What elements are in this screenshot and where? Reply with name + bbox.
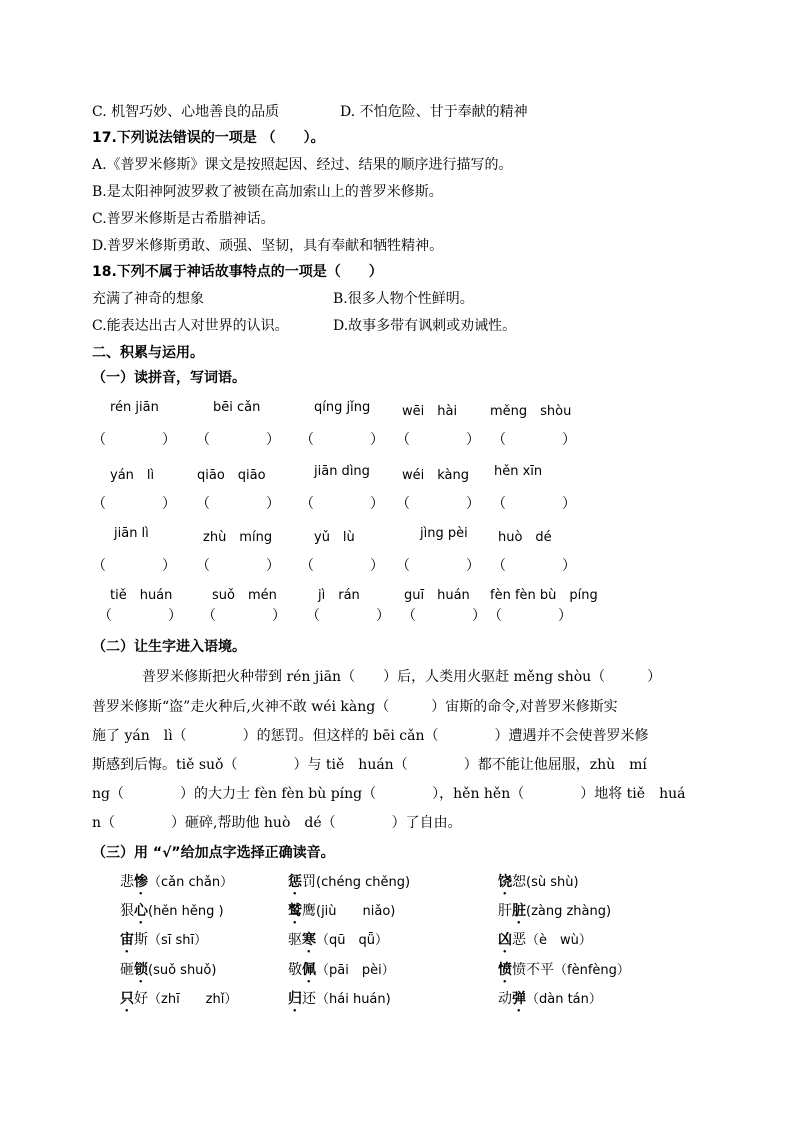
q17-stem: 17.下列说法错误的一项是 （ ）。 <box>92 130 325 146</box>
answer-blank[interactable]: （ ） <box>402 608 486 624</box>
pinyin-item: suǒ mén <box>212 588 277 603</box>
passage-line: n（ ）砸碎,帮助他 huò dé（ ）了自由。 <box>92 815 462 831</box>
pinyin-options[interactable]: （zhī zhǐ） <box>148 992 238 1007</box>
pinyin-item: tiě huán <box>110 588 173 603</box>
pinyin-item: fèn fèn bù píng <box>490 588 598 603</box>
pronunciation-item[interactable] <box>120 872 233 898</box>
q17-option-b: B.是太阳神阿波罗救了被锁在高加索山上的普罗米修斯。 <box>92 184 443 200</box>
dotted-character: 只 <box>120 991 134 1007</box>
pinyin-item: yán lì <box>110 468 155 483</box>
part1-title: （一）读拼音，写词语。 <box>92 370 246 386</box>
word-part: 鹰 <box>302 903 316 919</box>
answer-blank[interactable]: （ ） <box>92 432 176 448</box>
word-part: 好 <box>134 991 148 1007</box>
word-part: 砸 <box>120 962 134 978</box>
pinyin-item: wéi kàng <box>402 468 469 483</box>
pronunciation-item[interactable] <box>498 960 630 986</box>
word-part: 动 <box>498 991 512 1007</box>
pronunciation-item[interactable] <box>498 930 592 956</box>
pronunciation-item[interactable] <box>120 930 207 956</box>
dotted-character: 寒 <box>302 932 316 948</box>
pinyin-options[interactable]: (hěn hěng ) <box>148 904 224 919</box>
passage-line: 斯感到后悔。tiě suǒ（ ）与 tiě huán（ ）都不能让他屈服，zhù mí <box>92 757 647 773</box>
q16-option-d: D. 不怕危险、甘于奉献的精神 <box>340 104 528 120</box>
word-part: 罚 <box>302 874 316 890</box>
q17-option-d: D.普罗米修斯勇敢、顽强、坚韧，具有奉献和牺牲精神。 <box>92 238 444 254</box>
pinyin-item: guī huán <box>404 588 470 603</box>
pronunciation-item[interactable] <box>120 901 224 927</box>
dotted-character: 弹 <box>512 991 526 1007</box>
pinyin-item: qíng jǐng <box>314 400 371 415</box>
pinyin-item: jiān dìng <box>314 464 370 479</box>
answer-blank[interactable]: （ ） <box>300 432 384 448</box>
word-part: 恕 <box>512 874 526 890</box>
answer-blank[interactable]: （ ） <box>196 496 280 512</box>
pinyin-options[interactable]: (zàng zhàng) <box>526 904 612 919</box>
answer-blank[interactable]: （ ） <box>196 432 280 448</box>
pronunciation-item[interactable] <box>120 989 237 1015</box>
pronunciation-item[interactable] <box>288 930 388 956</box>
answer-blank[interactable]: （ ） <box>202 608 286 624</box>
word-part: 斯 <box>134 932 148 948</box>
dotted-character: 凶 <box>498 932 512 948</box>
pronunciation-item[interactable] <box>498 901 611 927</box>
pinyin-item: jiān lì <box>114 526 149 541</box>
pinyin-options[interactable]: （sī shī） <box>148 933 208 948</box>
q18-option-b: B.很多人物个性鲜明。 <box>333 291 474 307</box>
part3-title: （三）用 “√”给加点字选择正确读音。 <box>92 845 335 861</box>
answer-blank[interactable]: （ ） <box>396 432 480 448</box>
word-part: 狠 <box>120 903 134 919</box>
pinyin-item: yǔ lù <box>314 530 355 545</box>
dotted-character: 饶 <box>498 874 512 890</box>
dotted-character: 愤 <box>498 962 512 978</box>
q18-option-d: D.故事多带有讽刺或劝诫性。 <box>333 318 517 334</box>
word-part: 驱 <box>288 932 302 948</box>
pronunciation-item[interactable] <box>120 960 216 986</box>
pinyin-item: hěn xīn <box>494 464 543 479</box>
pronunciation-item[interactable] <box>498 989 602 1015</box>
pinyin-options[interactable]: (suǒ shuǒ) <box>148 963 217 978</box>
q17-option-a: A.《普罗米修斯》课文是按照起因、经过、结果的顺序进行描写的。 <box>92 157 513 173</box>
passage-line: 普罗米修斯把火种带到 rén jiān（ ）后，人类用火驱赶 měng shòu（ ） <box>142 669 662 685</box>
dotted-character: 鹫 <box>288 903 302 919</box>
dotted-character: 惨 <box>134 874 148 890</box>
part2-title: （二）让生字进入语境。 <box>92 639 246 655</box>
passage-line: 普罗米修斯“盗”走火种后,火神不敢 wéi kàng（ ）宙斯的命令,对普罗米修斯实 <box>92 699 618 715</box>
pinyin-item: zhù míng <box>203 530 273 545</box>
pinyin-options[interactable]: （dàn tán） <box>526 992 602 1007</box>
answer-blank[interactable]: （ ） <box>306 608 390 624</box>
pinyin-item: měng shòu <box>490 404 572 419</box>
pinyin-item: qiāo qiāo <box>197 468 266 483</box>
word-part: 悲 <box>120 874 134 890</box>
word-part: 恶 <box>512 932 526 948</box>
answer-blank[interactable]: （ ） <box>92 496 176 512</box>
answer-blank[interactable]: （ ） <box>488 608 572 624</box>
answer-blank[interactable]: （ ） <box>196 558 280 574</box>
answer-blank[interactable]: （ ） <box>396 558 480 574</box>
answer-blank[interactable]: （ ） <box>300 558 384 574</box>
pinyin-options[interactable]: （è wù） <box>526 933 592 948</box>
q16-option-c: C. 机智巧妙、心地善良的品质 <box>92 104 280 120</box>
answer-blank[interactable]: （ ） <box>92 558 176 574</box>
pinyin-options[interactable]: （qū qǖ） <box>316 933 388 948</box>
pinyin-options[interactable]: （hái huán) <box>316 992 391 1007</box>
pinyin-item: rén jiān <box>110 400 159 415</box>
pronunciation-item[interactable] <box>498 872 579 898</box>
word-part: 肝 <box>498 903 512 919</box>
q17-option-c: C.普罗米修斯是古希腊神话。 <box>92 211 275 227</box>
pinyin-options[interactable]: (chéng chěng) <box>316 875 411 890</box>
answer-blank[interactable]: （ ） <box>300 496 384 512</box>
dotted-character: 心 <box>134 903 148 919</box>
pinyin-item: jìng pèi <box>420 526 468 541</box>
pinyin-options[interactable]: (sù shù) <box>526 875 579 890</box>
pinyin-options[interactable]: （fènfèng） <box>554 963 630 978</box>
dotted-character: 脏 <box>512 903 526 919</box>
word-part: 愤不平 <box>512 962 554 978</box>
dotted-character: 宙 <box>120 932 134 948</box>
pinyin-item: huò dé <box>498 530 552 545</box>
dotted-character: 佩 <box>302 962 316 978</box>
q18-option-a: 充满了神奇的想象 <box>92 291 204 307</box>
pronunciation-item[interactable] <box>288 872 410 898</box>
word-part: 敬 <box>288 962 302 978</box>
word-part: 还 <box>302 991 316 1007</box>
pinyin-item: wēi hài <box>402 404 458 419</box>
answer-blank[interactable]: （ ） <box>98 608 182 624</box>
pinyin-options[interactable]: （cǎn chǎn） <box>148 875 234 890</box>
pinyin-item: jì rán <box>318 588 360 603</box>
passage-line: ng（ ）的大力士 fèn fèn bù píng（ ），hěn hěn（ ）地将 tiě huá <box>92 786 686 802</box>
q18-option-c: C.能表达出古人对世界的认识。 <box>92 318 289 334</box>
pinyin-item: bēi cǎn <box>213 400 261 415</box>
dotted-character: 归 <box>288 991 302 1007</box>
pronunciation-item[interactable] <box>288 989 391 1015</box>
answer-blank[interactable]: （ ） <box>492 558 576 574</box>
section2-title: 二、积累与运用。 <box>92 345 204 361</box>
answer-blank[interactable]: （ ） <box>492 432 576 448</box>
answer-blank[interactable]: （ ） <box>492 496 576 512</box>
pinyin-options[interactable]: (jiù niǎo) <box>316 904 396 919</box>
pinyin-options[interactable]: （pāi pèi） <box>316 963 395 978</box>
dotted-character: 惩 <box>288 874 302 890</box>
dotted-character: 锁 <box>134 962 148 978</box>
pronunciation-item[interactable] <box>288 960 395 986</box>
pronunciation-item[interactable] <box>288 901 395 927</box>
answer-blank[interactable]: （ ） <box>396 496 480 512</box>
q18-stem: 18.下列不属于神话故事特点的一项是（ ） <box>92 264 383 280</box>
passage-line: 施了 yán lì（ ）的惩罚。但这样的 bēi cǎn（ ）遭遇并不会使普罗米修 <box>92 728 649 744</box>
